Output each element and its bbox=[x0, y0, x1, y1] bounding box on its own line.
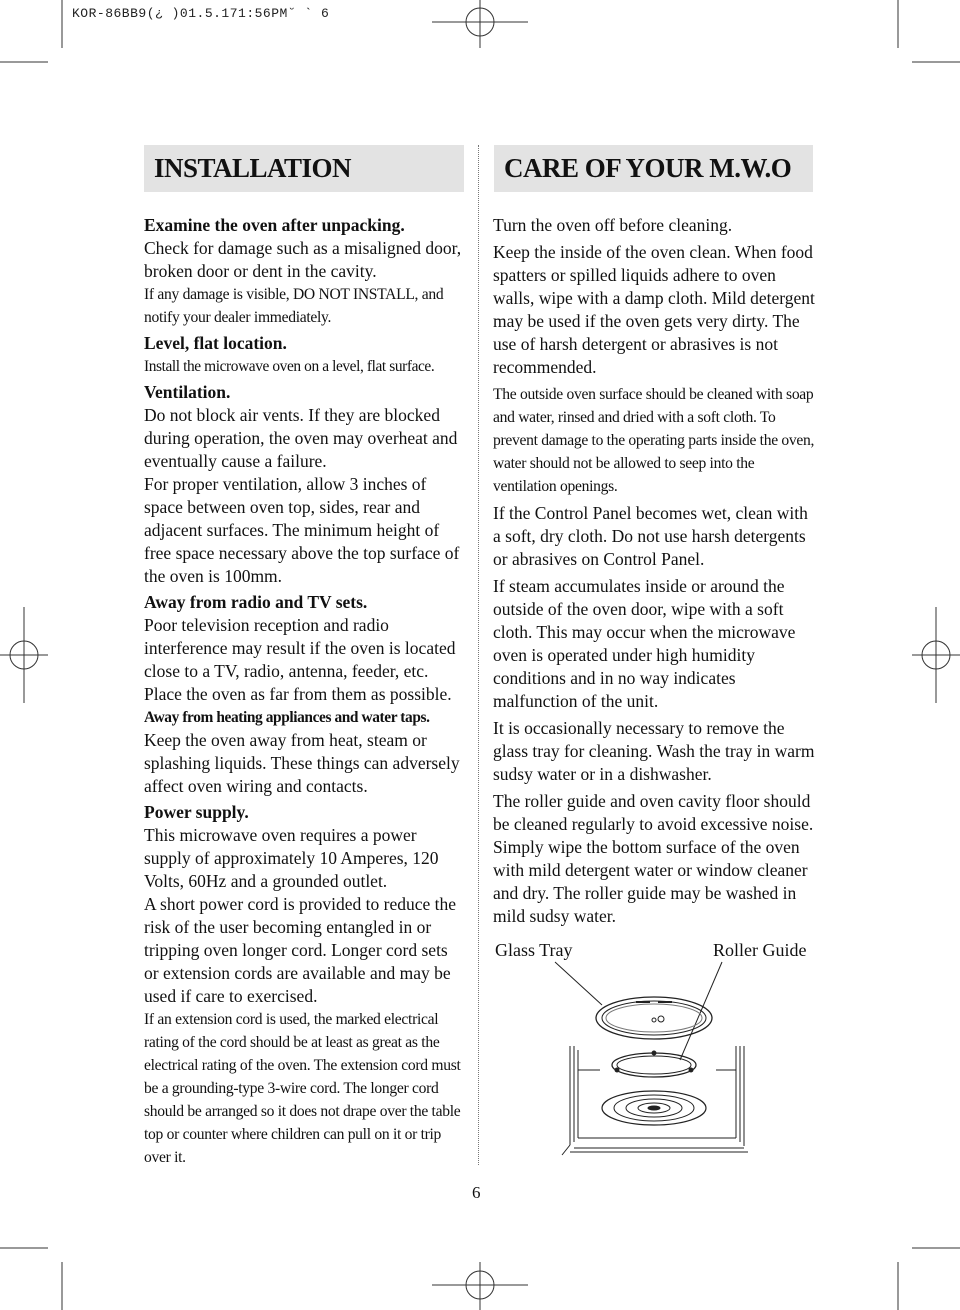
examine-text: Check for damage such as a misaligned door, broken door or dent in the cavity. bbox=[144, 238, 462, 281]
oven-cavity-illustration bbox=[540, 960, 820, 1160]
care-p2: Keep the inside of the oven clean. When food spatters or spilled liquids adhere to oven walls, wipe with a damp cloth. Mild detergent may be used if the oven gets very dirty. The use of harsh detergent or abrasives is not recommended. bbox=[493, 242, 815, 377]
installation-column bbox=[144, 214, 466, 1169]
power-text: This microwave oven requires a power supply of approximately 10 Amperes, 120 Volts, 60Hz and a grounded outlet. bbox=[144, 825, 439, 891]
heating-text: Keep the oven away from heat, steam or splashing liquids. These things can adversely affect oven wiring and contacts. bbox=[144, 730, 460, 796]
radio-tv-text: Poor television reception and radio interference may result if the oven is located close to a TV, radio, antenna, feeder, etc. Place the oven as far from them as possible. bbox=[144, 615, 456, 704]
care-title: CARE OF YOUR M.W.O bbox=[494, 145, 813, 192]
power-note: If an extension cord is used, the marked electrical rating of the cord should be at least as great as the electrical rating of the oven. The extension cord must be a grounding-type 3-wire cord. The longer cord should be arranged so it does not drape over the table top or counter where children can pull on it or trip over it. bbox=[144, 1011, 461, 1166]
care-p3: The outside oven surface should be cleaned with soap and water, rinsed and dried with a soft cloth. To prevent damage to the operating parts inside the oven, water should not be allowed to seep into the ventilation openings. bbox=[493, 386, 815, 495]
examine-heading: Examine the oven after unpacking. bbox=[144, 215, 405, 235]
care-p7: The roller guide and oven cavity floor should be cleaned regularly to avoid excessive noise. Simply wipe the bottom surface of the oven with mild detergent water or window cleaner and dry. The roller guide may be washed in mild sudsy water. bbox=[493, 791, 814, 926]
level-heading: Level, flat location. bbox=[144, 333, 287, 353]
ventilation-heading: Ventilation. bbox=[144, 382, 231, 402]
ventilation-text: Do not block air vents. If they are blocked during operation, the oven may overheat and eventually cause a failure. bbox=[144, 405, 458, 471]
level-text: Install the microwave oven on a level, flat surface. bbox=[144, 358, 435, 375]
care-p1: Turn the oven off before cleaning. bbox=[493, 215, 733, 235]
roller-guide-label: Roller Guide bbox=[713, 940, 807, 960]
care-column bbox=[493, 214, 815, 928]
ventilation-text-2: For proper ventilation, allow 3 inches of space between oven top, sides, rear and adjacent surfaces. The minimum height of free space necessary above the top surface of the oven is 100mm. bbox=[144, 474, 460, 586]
page-number: 6 bbox=[472, 1183, 481, 1202]
heating-heading: Away from heating appliances and water taps. bbox=[144, 709, 430, 726]
examine-note: If any damage is visible, DO NOT INSTALL, and notify your dealer immediately. bbox=[144, 286, 444, 326]
glass-tray-label: Glass Tray bbox=[495, 940, 573, 960]
print-code: KOR-86BB9(¿ )01.5.171:56PM˘ ` 6 bbox=[72, 6, 330, 21]
power-heading: Power supply. bbox=[144, 802, 249, 822]
care-p4: If the Control Panel becomes wet, clean with a soft, dry cloth. Do not use harsh detergents or abrasives on Control Panel. bbox=[493, 503, 808, 569]
care-p6: It is occasionally necessary to remove the glass tray for cleaning. Wash the tray in warm sudsy water or in a dishwasher. bbox=[493, 718, 815, 784]
care-p5: If steam accumulates inside or around the outside of the oven door, wipe with a soft cloth. This may occur when the microwave oven is operated under high humidity conditions and in no way indicates malfunction of the unit. bbox=[493, 576, 796, 711]
power-text-2: A short power cord is provided to reduce the risk of the user becoming entangled in or tripping oven longer cord. Longer cord sets or extension cords are available and may be used if care to exercised. bbox=[144, 894, 457, 1006]
column-divider bbox=[478, 145, 479, 1165]
radio-tv-heading: Away from radio and TV sets. bbox=[144, 592, 368, 612]
installation-title: INSTALLATION bbox=[144, 145, 464, 192]
